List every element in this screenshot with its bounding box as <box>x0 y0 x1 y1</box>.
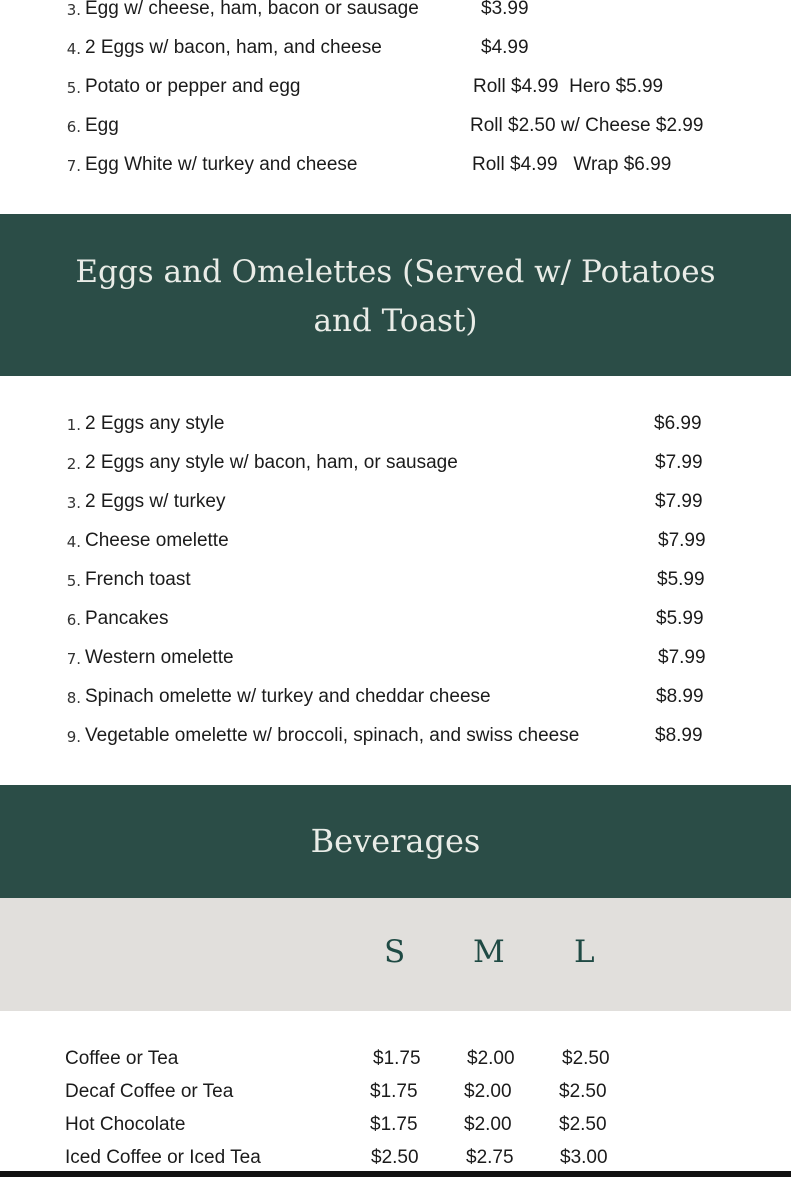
item-price: $7.99 <box>658 530 706 551</box>
item-name: French toast <box>85 569 191 590</box>
section-header-beverages <box>0 785 791 898</box>
price-small: $1.75 <box>370 1081 418 1102</box>
item-price: $5.99 <box>657 569 705 590</box>
table-row <box>0 1048 791 1078</box>
list-item: 6. Pancakes $5.99 <box>66 608 704 629</box>
item-name: Spinach omelette w/ turkey and cheddar cheese <box>85 686 491 707</box>
price-medium: $2.75 <box>466 1147 514 1168</box>
item-name: Egg White w/ turkey and cheese <box>85 154 358 175</box>
list-item: 9. Vegetable omelette w/ broccoli, spinach, and swiss cheese $8.99 <box>66 725 703 746</box>
bottom-edge-bar <box>0 1171 791 1177</box>
size-large-label: L <box>574 934 595 970</box>
list-item: 7. Western omelette $7.99 <box>66 647 706 668</box>
item-name: Pancakes <box>85 608 169 629</box>
item-price: $8.99 <box>655 725 703 746</box>
beverage-name: Iced Coffee or Iced Tea <box>65 1147 261 1168</box>
list-item: 7. Egg White w/ turkey and cheese Roll $4.99 Wrap $6.99 <box>66 154 672 175</box>
item-price: $6.99 <box>654 413 702 434</box>
size-small-label: S <box>384 934 406 970</box>
price-large: $3.00 <box>560 1147 608 1168</box>
item-price: $7.99 <box>655 452 703 473</box>
list-item: 3. Egg w/ cheese, ham, bacon or sausage $3.99 <box>66 0 529 19</box>
size-medium-label: M <box>473 934 505 970</box>
list-item: 5. French toast $5.99 <box>66 569 705 590</box>
item-price: $8.99 <box>656 686 704 707</box>
item-name: Western omelette <box>85 647 234 668</box>
list-item: 5. Potato or pepper and egg Roll $4.99 Hero $5.99 <box>66 76 664 97</box>
price-medium: $2.00 <box>464 1114 512 1135</box>
item-name: 2 Eggs w/ turkey <box>85 491 226 512</box>
item-name: Vegetable omelette w/ broccoli, spinach, and swiss cheese <box>85 725 580 746</box>
beverage-name: Decaf Coffee or Tea <box>65 1081 234 1102</box>
item-name: 2 Eggs any style <box>85 413 225 434</box>
list-item: 1. 2 Eggs any style $6.99 <box>66 413 702 434</box>
section-title: Eggs and Omelettes (Served w/ Potatoes and Toast) <box>75 254 716 339</box>
price-medium: $2.00 <box>467 1048 515 1069</box>
item-name: 2 Eggs w/ bacon, ham, and cheese <box>85 37 382 58</box>
list-item: 2. 2 Eggs any style w/ bacon, ham, or sausage $7.99 <box>66 452 703 473</box>
list-item: 4. 2 Eggs w/ bacon, ham, and cheese $4.99 <box>66 37 529 58</box>
item-price: Roll $4.99 Hero $5.99 <box>473 76 664 97</box>
size-header <box>0 898 791 1011</box>
item-name: Egg w/ cheese, ham, bacon or sausage <box>85 0 419 19</box>
price-small: $1.75 <box>373 1048 421 1069</box>
table-row <box>0 1081 791 1111</box>
section-title: Beverages <box>310 822 481 860</box>
item-price: $7.99 <box>658 647 706 668</box>
price-large: $2.50 <box>559 1081 607 1102</box>
price-medium: $2.00 <box>464 1081 512 1102</box>
price-large: $2.50 <box>559 1114 607 1135</box>
list-item: 8. Spinach omelette w/ turkey and cheddar cheese $8.99 <box>66 686 704 707</box>
item-name: Cheese omelette <box>85 530 229 551</box>
price-large: $2.50 <box>562 1048 610 1069</box>
item-price: $4.99 <box>481 37 529 58</box>
item-price: $7.99 <box>655 491 703 512</box>
list-item: 6. Egg Roll $2.50 w/ Cheese $2.99 <box>66 115 704 136</box>
item-name: Egg <box>85 115 119 136</box>
beverage-name: Hot Chocolate <box>65 1114 186 1135</box>
price-small: $1.75 <box>370 1114 418 1135</box>
item-price: Roll $4.99 Wrap $6.99 <box>472 154 672 175</box>
item-price: $5.99 <box>656 608 704 629</box>
price-small: $2.50 <box>371 1147 419 1168</box>
list-item: 3. 2 Eggs w/ turkey $7.99 <box>66 491 703 512</box>
item-name: Potato or pepper and egg <box>85 76 301 97</box>
item-price: Roll $2.50 w/ Cheese $2.99 <box>470 115 704 136</box>
list-item: 4. Cheese omelette $7.99 <box>66 530 706 551</box>
item-name: 2 Eggs any style w/ bacon, ham, or sausage <box>85 452 458 473</box>
item-price: $3.99 <box>481 0 529 19</box>
section-header-eggs <box>0 214 791 376</box>
table-row <box>0 1114 791 1144</box>
beverage-name: Coffee or Tea <box>65 1048 179 1069</box>
